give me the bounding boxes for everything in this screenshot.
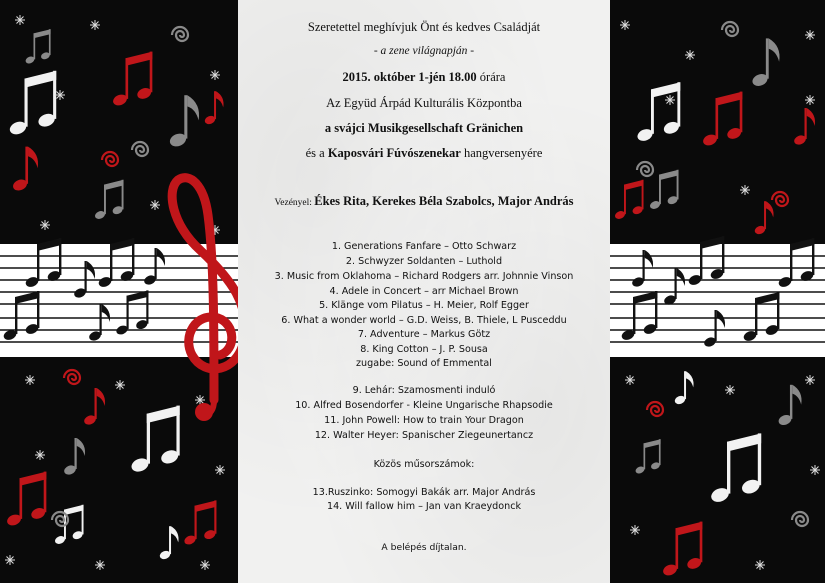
program-item: 4. Adele in Concert – arr Michael Brown <box>329 286 519 297</box>
left-music-panel <box>0 0 238 583</box>
program-item: 11. John Powell: How to train Your Dragon <box>324 415 524 426</box>
program-item: 3. Music from Oklahoma – Richard Rodgers arr. Johnnie Vinson <box>274 271 574 282</box>
program-item: 10. Alfred Bosendorfer - Kleine Ungarische Rhapsodie <box>295 400 553 411</box>
date-time-bold: 2015. október 1-jén 18.00 <box>342 70 477 84</box>
ensemble-two-text <box>238 146 610 161</box>
joint-pieces-heading: Közös műsorszámok: <box>373 459 475 470</box>
right-music-panel <box>610 0 825 583</box>
program-item: 13.Ruszinko: Somogyi Bakák arr. Major András <box>312 487 536 498</box>
conductors-names: Ékes Rita, Kerekes Béla Szabolcs, Major András <box>314 194 574 208</box>
program-item: 8. King Cotton – J. P. Sousa <box>360 344 488 355</box>
music-notes-decoration <box>610 0 825 583</box>
date-time-text <box>238 70 610 85</box>
program-item: 12. Walter Heyer: Spanischer Ziegeunertancz <box>314 430 534 441</box>
date-time-suffix: órára <box>476 70 506 84</box>
greeting-text: Szeretettel meghívjuk Önt és kedves Családját <box>307 20 541 34</box>
invitation-card <box>238 0 610 583</box>
conductors-text <box>238 192 610 210</box>
entry-note: A belépés díjtalan. <box>381 542 467 553</box>
conductors-label: Vezényel: <box>274 198 315 208</box>
ensemble-one-text: a svájci Musikgesellschaft Gränichen <box>324 121 524 135</box>
program-item: 6. What a wonder world – G.D. Weiss, B. Thiele, L Pusceddu <box>281 315 567 326</box>
program-item: 14. Will fallow him – Jan van Kraeydonck <box>326 501 522 512</box>
program-item: 1. Generations Fanfare – Otto Schwarz <box>331 241 517 252</box>
venue-text: Az Együd Árpád Kulturális Központba <box>326 96 522 110</box>
occasion-text: - a zene világnapján - <box>373 45 475 57</box>
ensemble-two-suffix: hangversenyére <box>460 146 543 160</box>
ensemble-two-bold: Kaposvári Fúvószenekar <box>327 146 461 160</box>
program-item: 5. Klänge vom Pilatus – H. Meier, Rolf Egger <box>319 300 529 311</box>
music-notes-decoration <box>0 0 238 583</box>
program-item: 7. Adventure – Markus Götz <box>357 329 491 340</box>
encore-item: zugabe: Sound of Emmental <box>356 358 492 369</box>
ensemble-two-prefix: és a <box>305 146 328 160</box>
program-item: 2. Schwyzer Soldanten – Luthold <box>345 256 503 267</box>
program-item: 9. Lehár: Szamosmenti induló <box>352 385 496 396</box>
